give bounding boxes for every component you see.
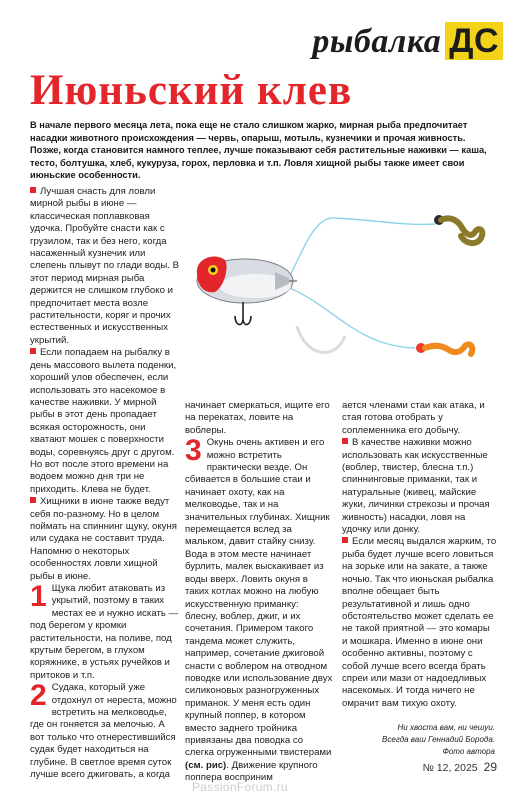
section-rubric	[312, 22, 503, 61]
column-2	[185, 400, 333, 784]
numbered-item: 2 Судака, который уже отдохнул от нереста, можно встретить на мелководье, где он гоняется за мелочью. А вот только что отнерестившийся судак будет находиться на глубине. В светлое время суток лучше всего джиговать, а когда	[30, 679, 177, 781]
column-1	[30, 186, 180, 781]
paragraph: начинает смеркаться, ищите его на перекатах, ловите на воблеры.	[185, 400, 330, 436]
credit-line: Ни хвоста вам, ни чешуи.	[397, 723, 495, 732]
photo-credit: Фото автора	[442, 747, 495, 756]
popper-lure-icon	[197, 256, 297, 324]
article-title: Июньский клев	[30, 67, 353, 114]
paragraph: ается членами стаи как атака, и стая готова отобрать у соплеменника его добычу.	[342, 400, 485, 436]
page-footer	[423, 760, 497, 774]
author-credits	[330, 722, 495, 758]
bullet-square-icon	[30, 348, 36, 354]
credit-line: Всегда ваш Геннадий Борода.	[382, 735, 495, 744]
rubric-text: рыбалка	[312, 23, 442, 60]
rubric-badge: ДС	[445, 22, 503, 60]
numbered-item: 1 Щука любит атаковать из укрытий, поэтому в таких местах ее и нужно искать — под берегом у кромки растительности, на поливе, под крутым берегом, в глухом коряжнике, в устьях ручейков и притоков и т.п.	[30, 580, 179, 681]
paragraph: В качестве наживки можно использовать как искусственные (воблер, твистер, блесна т.п.) спиннинговые приманки, так и натуральные (живец, майские жуки, личинки стрекозы и прочая живность) насадки, ловя на удочку или донку.	[342, 437, 490, 536]
popper-with-twisters-image	[185, 186, 497, 386]
orange-twister-icon	[416, 343, 472, 354]
figure-reference: (см. рис)	[185, 759, 227, 771]
paragraph: Если попадаем на рыбалку в день массового вылета поденки, хороший улов обеспечен, если использовать это насекомое в качестве наживки. У мирной рыбы в этот день пропадает всякая осторожность, они хватают мошек с поверхности воды, соревнуясь друг с другом. Но вот после этого времени на водоем можно дня три не приходить. Клева не будет.	[30, 347, 177, 495]
paragraph: Лучшая снасть для ловли мирной рыбы в июне — классическая поплавковая удочка. Пробуйте снасти как с грузилом, так и без него, когда насаженный кузнечик или слепень плывут по глади воды. В этот период мирная рыба держится не слишком глубоко и предпочитает места возле растительности, коряг и прочих естественных и искусственных укрытий.	[30, 186, 180, 346]
item-number: 1	[30, 580, 47, 613]
page-number: 29	[483, 760, 497, 774]
numbered-item: 3 Окунь очень активен и его можно встретить практически везде. Он сбивается в большие стаи и начинает охоту, как на мелководье, так и на значительных глубинах. Хищник перемещается вслед за мальком, давит стайку снизу. Вода в этом месте начинает бурлить, малек выскакивает из воды вверх. Ловить окуня в таких котлах можно на любую искусственную приманку: блесну, воблер, джиг, и их сочетания. Примером такого тандема может служить, например, сочетание джиговой снасти с воблером на отводном поводке или использование двух силиконовых разногруженных приманок. У меня есть один крупный поппер, в котором вместо заднего тройника привязаны два поводка со слегка огруженными твистерами (см. рис). Движение крупного поппера восприним	[185, 434, 333, 784]
item-number: 2	[30, 679, 47, 713]
article-lead: В начале первого месяца лета, пока еще не стало слишком жарко, мирная рыба предпочитает насадки животного происхождения — червь, опарыш, мотыль, кузнечики и прочая живность. Позже, когда становится намного теплее, лучше показывают себя растительные наживки — каша, тесто, болтушка, хлеб, кукуруза, горох, перловка и т.п. Ловля хищной рыбы также имеет свои июньские особенности.	[30, 120, 487, 181]
item-number: 3	[185, 434, 202, 468]
watermark: PassionForum.ru	[192, 780, 288, 794]
bullet-square-icon	[30, 497, 36, 503]
issue-number: № 12, 2025	[422, 762, 478, 774]
bullet-square-icon	[342, 537, 348, 543]
lure-illustration	[185, 186, 497, 386]
paragraph: Хищники в июне также ведут себя по-разному. Но в целом поймать на спиннинг щуку, окуня или судака не составит труда. Напомню о некоторых особенностях ловли хищной рыбы в июне.	[30, 496, 177, 582]
paragraph: Если месяц выдался жарким, то рыба будет лучше всего ловиться на зорьке или на закате, а также ночью. Так что июньская рыбалка вполне обещает быть результативной и лишь одно обстоятельство может сделать ее не такой приятной — это комары и мошкара. Именно в июне они особенно активны, поэтому с собой лучше всего всегда брать спреи или мази от надоедливых насекомых. И тогда ничего не омрачит вам тихую охоту.	[342, 536, 497, 709]
bullet-square-icon	[30, 187, 36, 193]
column-3	[342, 400, 497, 720]
bullet-square-icon	[342, 438, 348, 444]
olive-twister-icon	[434, 215, 482, 243]
